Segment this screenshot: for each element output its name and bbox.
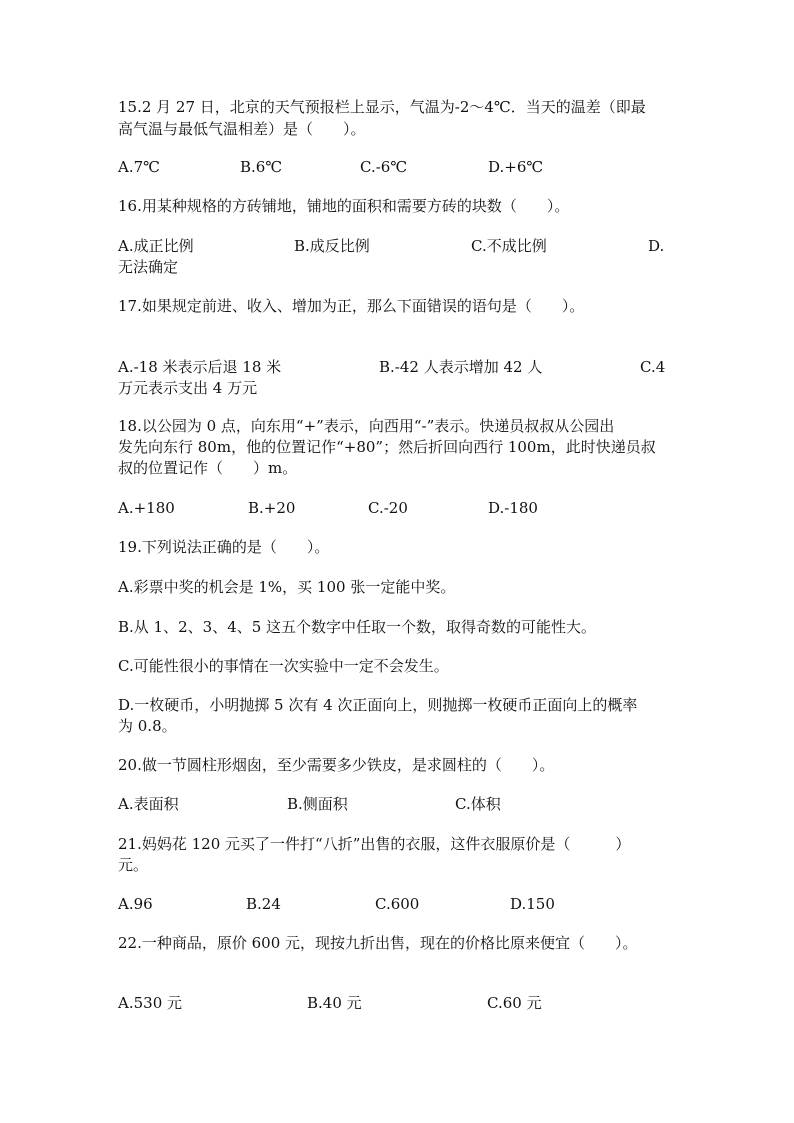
question-19-option-a: A.彩票中奖的机会是 1%，买 100 张一定能中奖。 — [118, 578, 456, 596]
question-16-option-d: D. — [648, 237, 665, 255]
question-19-option-d: D.一枚硬币，小明抛掷 5 次有 4 次正面向上，则抛掷一枚硬币正面向上的概率 — [118, 696, 638, 714]
question-21-option-d: D.150 — [510, 895, 555, 913]
question-22-option-a: A.530 元 — [118, 994, 182, 1012]
question-16-option-d-cont: 无法确定 — [118, 258, 179, 276]
question-19-option-d-cont: 为 0.8。 — [118, 717, 177, 735]
question-21-option-a: A.96 — [118, 895, 153, 913]
question-16-option-b: B.成反比例 — [294, 237, 370, 255]
question-21-option-b: B.24 — [246, 895, 281, 913]
question-22-line-1: 22.一种商品，原价 600 元，现按九折出售，现在的价格比原来便宜（ ）。 — [118, 934, 638, 952]
question-15-option-c: C.-6℃ — [360, 158, 408, 176]
question-20-option-a: A.表面积 — [118, 795, 179, 813]
question-16-option-c: C.不成比例 — [471, 237, 547, 255]
question-15-line-1: 15.2 月 27 日，北京的天气预报栏上显示，气温为-2～4℃．当天的温差（即最 — [118, 98, 646, 116]
question-22-option-c: C.60 元 — [487, 994, 542, 1012]
question-20-line-1: 20.做一节圆柱形烟囱，至少需要多少铁皮，是求圆柱的（ ）。 — [118, 756, 555, 774]
question-18-option-d: D.-180 — [488, 499, 538, 517]
question-22-option-b: B.40 元 — [307, 994, 362, 1012]
question-21-line-1: 21.妈妈花 120 元买了一件打“八折”出售的衣服，这件衣服原价是（ ） — [118, 835, 631, 853]
question-18-option-b: B.+20 — [248, 499, 296, 517]
question-18-option-a: A.+180 — [118, 499, 175, 517]
question-16-line-1: 16.用某种规格的方砖铺地，铺地的面积和需要方砖的块数（ ）。 — [118, 197, 570, 215]
question-19-line-1: 19.下列说法正确的是（ ）。 — [118, 538, 330, 556]
question-15-line-2: 高气温与最低气温相差）是（ ）。 — [118, 120, 366, 138]
question-18-option-c: C.-20 — [368, 499, 408, 517]
question-16-option-a: A.成正比例 — [118, 237, 194, 255]
question-17-option-b: B.-42 人表示增加 42 人 — [379, 358, 543, 376]
question-17-line-1: 17.如果规定前进、收入、增加为正，那么下面错误的语句是（ ）。 — [118, 297, 585, 315]
question-17-option-c-cont: 万元表示支出 4 万元 — [118, 379, 258, 397]
question-15-option-b: B.6℃ — [240, 158, 283, 176]
question-19-option-c: C.可能性很小的事情在一次实验中一定不会发生。 — [118, 657, 449, 675]
question-20-option-c: C.体积 — [455, 795, 501, 813]
question-19-option-b: B.从 1、2、3、4、5 这五个数字中任取一个数，取得奇数的可能性大。 — [118, 618, 597, 636]
question-20-option-b: B.侧面积 — [287, 795, 348, 813]
question-17-option-a: A.-18 米表示后退 18 米 — [118, 358, 282, 376]
question-18-line-3: 叔的位置记作（ ）m。 — [118, 459, 298, 477]
question-17-option-c: C.4 — [640, 358, 666, 376]
question-18-line-2: 发先向东行 80m，他的位置记作“+80”；然后折回向西行 100m，此时快递员叔 — [118, 438, 656, 456]
question-21-option-c: C.600 — [375, 895, 420, 913]
question-21-line-2: 元。 — [118, 856, 149, 874]
question-15-option-d: D.+6℃ — [488, 158, 544, 176]
question-15-option-a: A.7℃ — [118, 158, 160, 176]
question-18-line-1: 18.以公园为 0 点，向东用“+”表示，向西用“-”表示。快递员叔叔从公园出 — [118, 417, 615, 435]
